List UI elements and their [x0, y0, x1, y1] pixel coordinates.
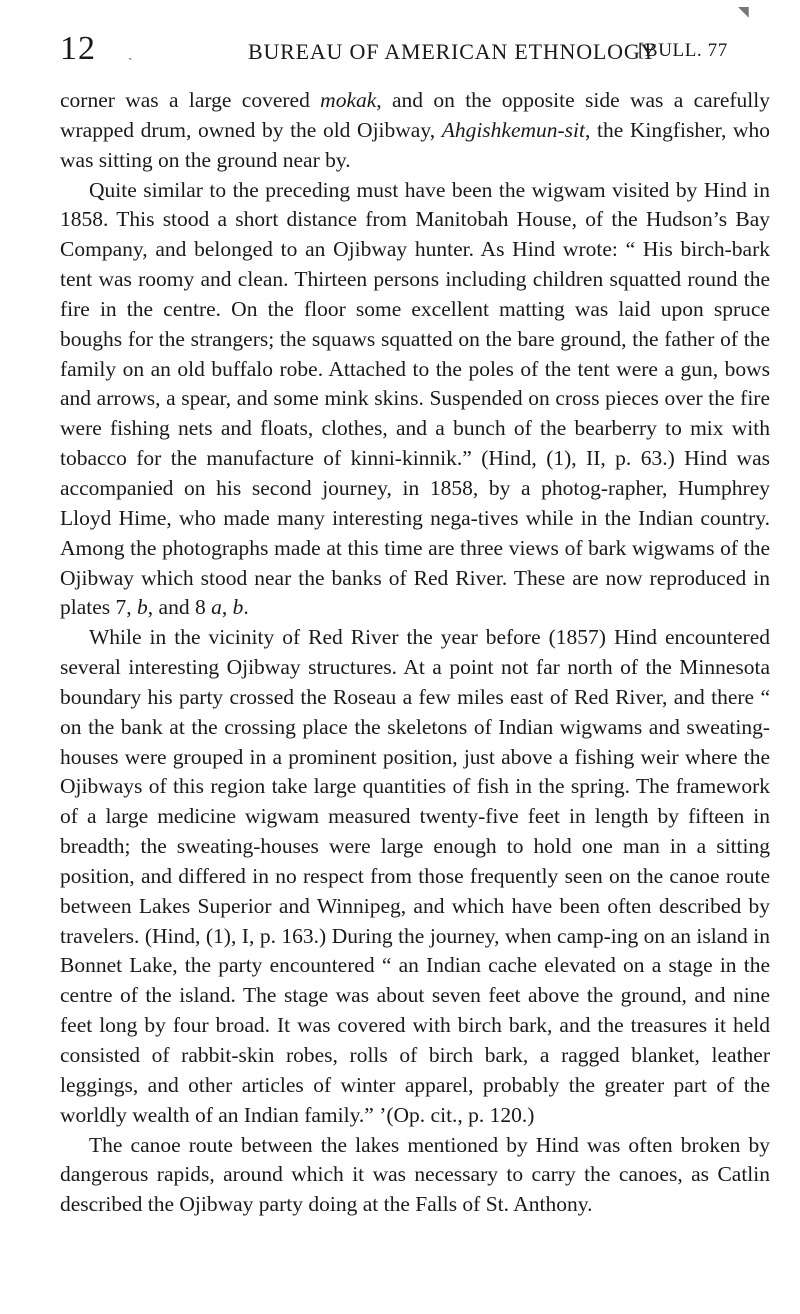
name-ahgishkemunsit: Ahgishkemun-sit — [441, 117, 585, 142]
page-body — [60, 86, 770, 1220]
page-number: 12 — [60, 30, 96, 67]
paragraph-1-mid: , and on the opposite side was a carefully wrapped drum, owned by the old Ojibway, — [60, 88, 770, 142]
paragraph-1-lead: corner was a large covered — [60, 88, 321, 112]
paragraph-2 — [60, 176, 770, 624]
paragraph-3: While in the vicinity of Red River the year before (1857) Hind encountered several interesting Ojibway structures. At a point not far north of the Minnesota boundary his party crossed the Roseau a few miles east of Red River, and there “ on the bank at the crossing place the skeletons of Indian wigwams and sweating-houses were grouped in a prominent position, just above a fishing weir where the Ojibways of this region take large quantities of fish in the spring. The framework of a large medicine wigwam measured twenty-five feet in length by fifteen in breadth; the sweating-houses were large enough to hold one man in a sitting position, and differed in no respect from those frequently seen on the canoe route between Lakes Superior and Winnipeg, and which have been often described by travelers. (Hind, (1), I, p. 163.) During the journey, when camp-ing on an island in Bonnet Lake, the party encountered “ an Indian cache elevated on a stage in the centre of the island. The stage was about seven feet above the ground, and nine feet long by four broad. It was covered with birch bark, and the treasures it held consisted of rabbit-skin robes, rolls of birch bark, a ragged blanket, leather leggings, and other articles of winter apparel, probably the greater part of the worldly wealth of an Indian family.” ’(Op. cit., p. 120.) — [60, 625, 770, 1127]
bulletin-reference: [BULL. 77 — [638, 40, 728, 61]
page-header — [60, 30, 780, 66]
plates-reference: plates 7, b, and 8 a, b. — [60, 595, 249, 620]
page-corner-mark: ◥ — [738, 5, 749, 20]
paragraph-1-tail: , the Kingfisher, who was sitting on the ground near by. — [60, 117, 770, 172]
term-mokak: mokak — [320, 88, 377, 112]
stray-mark: ˏ — [128, 46, 133, 61]
running-head: BUREAU OF AMERICAN ETHNOLOGY — [248, 39, 658, 64]
paragraph-4: The canoe route between the lakes mentioned by Hind was often broken by dangerous rapids, around which it was necessary to carry the canoes, as Catlin described the Ojibway party doing at the Falls of St. Anthony. — [60, 1132, 770, 1217]
paragraph-2-text: Quite similar to the preceding must have been the wigwam visited by Hind in 1858. This stood a short distance from Manitobah House, of the Hudson’s Bay Company, and belonged to an Ojibway hunter. As Hind wrote: “ His birch-bark tent was roomy and clean. Thirteen persons including children squatted round the fire in the centre. On the floor some excellent matting was laid upon spruce boughs for the strangers; the squaws squatted on the bare ground, the father of the family on an old buffalo robe. Attached to the poles of the tent were a gun, bows and arrows, a spear, and some mink skins. Suspended on cross pieces over the fire were fishing nets and floats, clothes, and a bunch of the bearberry to mix with tobacco for the manufacture of kinni-kinnik.” (Hind, (1), II, p. 63.) Hind was accompanied on his second journey, in 1858, by a photog-rapher, Humphrey Lloyd Hime, who made many interesting nega-tives while in the Indian country. Among the photographs made at this time are three views of bark wigwams of the Ojibway which stood near the banks of Red River. These are now reproduced in — [60, 177, 770, 590]
paragraph-1 — [60, 86, 770, 176]
